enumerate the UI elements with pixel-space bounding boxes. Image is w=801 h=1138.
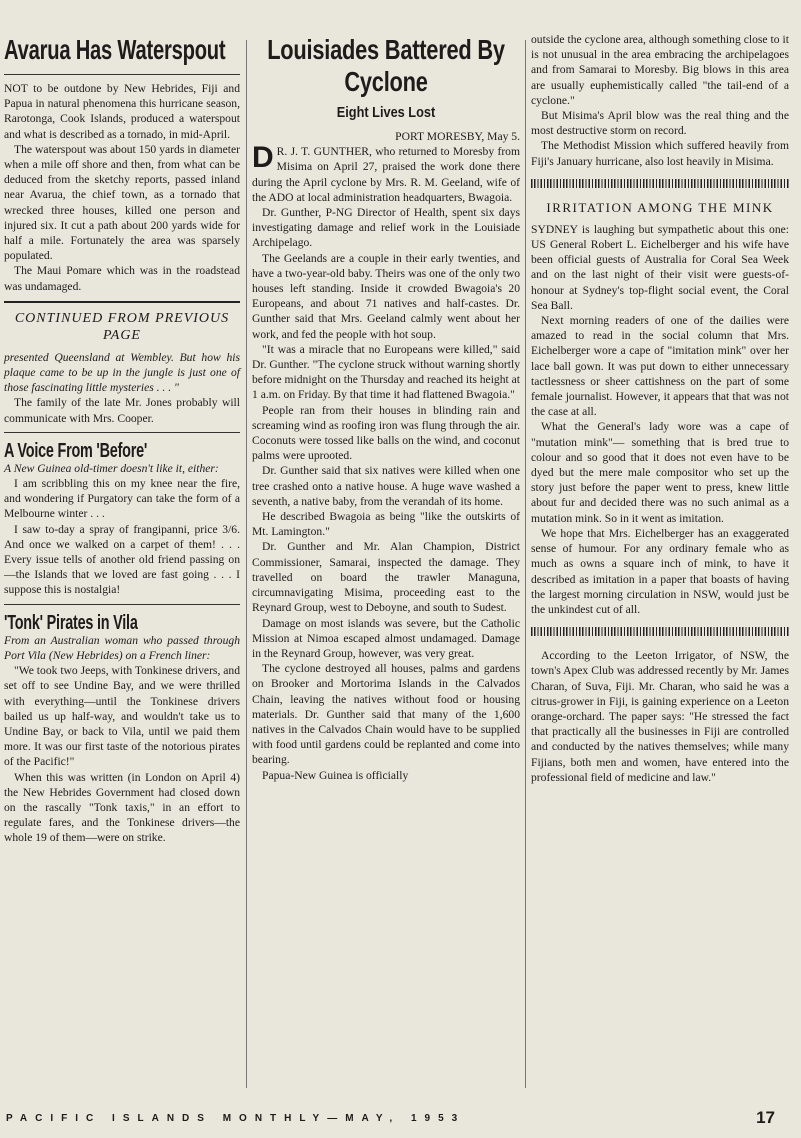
headline-avarua: Avarua Has Waterspout <box>4 34 226 65</box>
headline-louisiades: Louisiades Battered By Cyclone <box>267 34 505 97</box>
continued-heading: CONTINUED FROM PREVIOUS PAGE <box>14 310 230 343</box>
mink-p3: What the General's lady wore was a cape of "mutation mink"— something that is bred true to colour and so good that it does not even have to be dyed but the mere male compositor who set up the story just before the paper went to press, knew little about fur and decided there was no such animal as a mutation mink. So in it went as imitation. <box>531 420 789 525</box>
subhead-lives-lost: Eight Lives Lost <box>336 104 436 121</box>
cyclone-p10: The cyclone destroyed all houses, palms and gardens on Brooker and Mortorima Islands in the Calvados Chain, leaving the natives without food or housing materials. Dr. Gunther said that many of the 1,600 natives in the Calvados Chain would have to be supplied with food until gardens could be replanted and come into bearing. <box>252 662 520 767</box>
headline-mink: IRRITATION AMONG THE MINK <box>546 199 774 215</box>
cyclone-p11: Papua-New Guinea is officially <box>262 768 409 782</box>
column-3 <box>531 0 789 785</box>
cyclone-p8: Dr. Gunther and Mr. Alan Champion, District Commissioner, Samarai, inspected the damage. They travelled on board the trawler Managuna, circumnavigating Misima, proceeding east to the Reynard Group, west to Deboyne, and south to Sudest. <box>252 540 520 615</box>
tonk-p1: "We took two Jeeps, with Tonkinese drivers, and set off to see Undine Bay, and we were thrilled with everything—until the Tonkinese drivers bailed us up half-way, and wouldn't take us to Undine Bay, or back to Vila, until we paid them more. It was our first taste of the notorious pirates of the Pacific!" <box>4 664 240 769</box>
rule <box>4 74 240 75</box>
cyclone-p2: Dr. Gunther, P-NG Director of Health, spent six days investigating damage and relief work in the Louisiade Archipelago. <box>252 206 520 250</box>
mink-p1: SYDNEY is laughing but sympathetic about this one: US General Robert L. Eichelberger and his wife have been official guests of Australia for Coral Sea Week and on the last night of their visit were guests-of-honour at Sydney's top-flight social event, the Coral Sea Ball. <box>531 222 789 312</box>
story-avarua-p1: NOT to be outdone by New Hebrides, Fiji and Papua in natural phenomena this hurricane season, Rarotonga, Cook Islands, produced a waterspout and what is described as a tornado, in mid-April. <box>4 82 240 141</box>
column-1 <box>4 0 240 846</box>
mink-p4: We hope that Mrs. Eichelberger has an exaggerated sense of humour. For any ordinary female who as much as owns a square inch of mink, to have it described as imitation in a paper that boasts of having the largest morning circulation in NSW, would just be the unkindest cut of all. <box>531 526 789 616</box>
mink-p2: Next morning readers of one of the dailies were amazed to read in the social column that Mrs. Eichelberger wore a cape of "imitation mink" over her lace ball gown. It was put down to either unnecessary tactlessness or sheer cattishness on the part of some female journalist. However, it appears that that was not the case at all. <box>531 314 789 419</box>
cyclone-p4: "It was a miracle that no Europeans were killed," said Dr. Gunther. "The cyclone struck without warning shortly before midnight on the Thursday and reached its height at 1 a.m. on Friday. By that time it had flattened Bwagoia." <box>252 342 520 402</box>
rule <box>4 301 240 303</box>
cyclone-p7: He described Bwagoia as being "like the outskirts of Mt. Lamington." <box>252 510 520 539</box>
cyclone-p6: Dr. Gunther said that six natives were killed when one tree crashed onto a native house. A huge wave washed a seventh, a native baby, from the verandah of its home. <box>252 464 520 508</box>
rule <box>4 432 240 433</box>
lead-p2: But Misima's April blow was the real thing and the most destructive storm on record. <box>531 109 789 138</box>
voice-p1: I am scribbling this on my knee near the fire, and wondering if Purgatory can take the form of a Melbourne winter . . . <box>4 477 240 521</box>
footer-masthead: PACIFIC ISLANDS MONTHLY—MAY, 1953 <box>6 1113 466 1124</box>
dateline: PORT MORESBY, May 5. <box>395 130 520 143</box>
column-2 <box>252 0 520 783</box>
headline-voice: A Voice From 'Before' <box>4 439 148 462</box>
story-avarua-p3: The Maui Pomare which was in the roadstead was undamaged. <box>4 264 240 293</box>
voice-p2: I saw to-day a spray of frangipanni, price 3/6. And once we walked on a carpet of them! . . . Every issue tells of another old friend passing on—the Islands that we loved are fast going . . . I suppose this is nostalgia! <box>4 522 240 597</box>
continued-kicker: presented Queensland at Wembley. But how his plaque came to be up in the jungle is just one of those fascinating little mysteries . . . " <box>4 350 240 395</box>
rule <box>4 604 240 605</box>
column-divider <box>246 40 247 1088</box>
story-avarua-p2: The waterspout was about 150 yards in diameter when a mile off shore and then, from what can be deduced from the sketchy reports, passed inland near Avarua, the chief town, as a tornado that wrecked three houses, killed one person and injured six. It cut a path about 200 yards wide for half a mile. Fortunately the area was sparsely populated. <box>4 142 240 263</box>
leeton-p1: According to the Leeton Irrigator, of NSW, the town's Apex Club was addressed recently by Mr. James Charan, of Suva, Fiji. Mr. Charan, who said he was a citrus-grower in Fiji, is gaining experience on a Leeton orange-orchard. The paper says: "He stressed the fact that practically all the businesses in Fiji are controlled and conducted by the natives themselves; while many Fijians, both men and women, have entered into the professional field of medicine and law." <box>531 649 789 784</box>
tonk-kicker: From an Australian woman who passed through Port Vila (New Hebrides) on a French liner: <box>4 633 240 662</box>
lead-p1: outside the cyclone area, although something close to it is not unusual in the area embracing the archipelagoes and from Samarai to Moresby. Big blows in this area are usually euphemistically called "the tail-end of a cyclone." <box>531 33 789 107</box>
cyclone-p5: People ran from their houses in blinding rain and screaming wind as roofing iron was flung through the air. Coconuts were tossed like balls on the wind, and coconut palms were uprooted. <box>252 403 520 463</box>
continued-para: The family of the late Mr. Jones probably will communicate with Mrs. Cooper. <box>4 396 240 425</box>
headline-tonk: 'Tonk' Pirates in Vila <box>4 611 138 634</box>
lead-p3: The Methodist Mission which suffered heavily from Fiji's January hurricane, also lost heavily in Misima. <box>531 139 789 168</box>
voice-kicker: A New Guinea old-timer doesn't like it, either: <box>4 461 219 475</box>
cyclone-p3: The Geelands are a couple in their early twenties, and have a two-year-old baby. Theirs was one of the only two houses left standing. Inside it crowded Bwagoia's 20 Europeans, and about 71 natives and half-castes. Dr. Gunther said that Mrs. Geeland calmly went about her work, and fed the people with hot soup. <box>252 251 520 341</box>
page-number: 17 <box>756 1108 775 1127</box>
cyclone-p9: Damage on most islands was severe, but the Catholic Mission at Nimoa escaped almost undamaged. Damage in the Reynard Group, however, was very great. <box>252 616 520 660</box>
tonk-p2: When this was written (in London on April 4) the New Hebrides Government had closed down on the rascally "Tonk taxis," in an effort to regulate fares, and the Tonkinese drivers—the whole 19 of them—were on strike. <box>4 770 240 845</box>
column-divider <box>525 40 526 1088</box>
decorative-rule <box>531 627 789 636</box>
dropcap: D <box>252 141 274 175</box>
cyclone-p1: D R. J. T. GUNTHER, who returned to Moresby from Misima on April 27, praised the work done there during the April cyclone by Mrs. R. M. Geeland, wife of the ADO at local administration headquarters, Bwagoia. <box>252 141 520 204</box>
decorative-rule <box>531 179 789 188</box>
